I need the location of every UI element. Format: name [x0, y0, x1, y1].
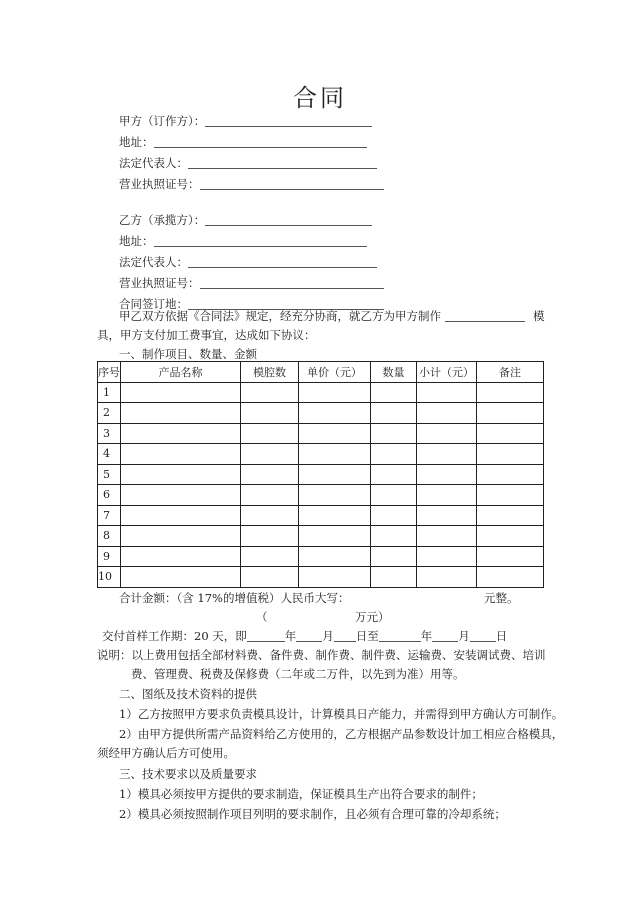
s2-item-2-line-2: 须经甲方确认后方可使用。 [97, 746, 235, 760]
note-line-1: 说明：以上费用包括全部材料费、备件费、制作费、制件费、运输费、安装调试费、培训 [97, 648, 546, 662]
table-cell[interactable] [477, 546, 544, 567]
table-cell[interactable] [477, 526, 544, 547]
start-day-blank[interactable] [334, 629, 356, 642]
party-b-license-field[interactable] [119, 275, 384, 291]
row-number: 3 [98, 423, 121, 444]
table-cell[interactable] [477, 444, 544, 465]
table-cell[interactable] [477, 567, 544, 588]
table-cell[interactable] [241, 464, 299, 485]
table-cell[interactable] [121, 526, 241, 547]
table-cell[interactable] [371, 505, 417, 526]
table-cell[interactable] [241, 423, 299, 444]
table-cell[interactable] [477, 382, 544, 403]
table-cell[interactable] [121, 403, 241, 424]
header-cell: 序号 [98, 362, 121, 383]
table-cell[interactable] [371, 546, 417, 567]
table-cell[interactable] [371, 464, 417, 485]
table-row [98, 403, 544, 424]
table-cell[interactable] [241, 444, 299, 465]
table-cell[interactable] [121, 505, 241, 526]
table-cell[interactable] [417, 526, 477, 547]
table-cell[interactable] [371, 485, 417, 506]
field-label: 合同签订地： [119, 297, 188, 311]
table-cell[interactable] [121, 464, 241, 485]
table-header-row [98, 362, 544, 383]
table-cell[interactable] [477, 485, 544, 506]
field-label: 地址： [119, 234, 154, 248]
table-cell[interactable] [241, 403, 299, 424]
s2-item-2-line-1: 2）由甲方提供所需产品资料给乙方使用的，乙方根据产品参数设计加工相应合格模具， [119, 727, 564, 741]
blank-line [154, 135, 367, 148]
table-cell[interactable] [477, 403, 544, 424]
s3-item-1: 1）模具必须按甲方提供的要求制造，保证模具生产出符合要求的制件； [119, 787, 483, 801]
header-cell: 小计（元） [417, 362, 477, 383]
table-cell[interactable] [417, 382, 477, 403]
table-cell[interactable] [371, 382, 417, 403]
table-cell[interactable] [299, 526, 371, 547]
table-cell[interactable] [299, 382, 371, 403]
table-cell[interactable] [241, 485, 299, 506]
items-table [97, 361, 544, 588]
table-cell[interactable] [121, 423, 241, 444]
table-cell[interactable] [121, 485, 241, 506]
field-label: 地址： [119, 135, 154, 149]
table-cell[interactable] [477, 464, 544, 485]
section-1-heading: 一、制作项目、数量、金额 [119, 347, 257, 361]
party-a-legal-rep-field[interactable] [119, 155, 377, 171]
blank-line [188, 255, 377, 268]
party-a-address-field[interactable] [119, 134, 367, 150]
table-cell[interactable] [371, 423, 417, 444]
table-cell[interactable] [417, 444, 477, 465]
table-row [98, 546, 544, 567]
row-number: 1 [98, 382, 121, 403]
blank-line [205, 213, 372, 226]
total-amount-suffix: 元整。 [484, 591, 519, 605]
table-row [98, 526, 544, 547]
field-label: 法定代表人： [119, 255, 188, 269]
header-cell: 产品名称 [121, 362, 241, 383]
table-cell[interactable] [477, 505, 544, 526]
header-cell: 模腔数 [241, 362, 299, 383]
section-3-heading: 三、技术要求以及质量要求 [119, 767, 257, 781]
row-number: 5 [98, 464, 121, 485]
table-cell[interactable] [299, 423, 371, 444]
table-cell[interactable] [417, 546, 477, 567]
table-cell[interactable] [299, 546, 371, 567]
section-2-heading: 二、图纸及技术资料的提供 [119, 687, 257, 701]
table-cell[interactable] [417, 423, 477, 444]
header-cell: 备注 [477, 362, 544, 383]
blank-line [154, 234, 367, 247]
note-line-2: 费、管理费、税费及保修费（二年或二万件，以先到为准）用等。 [131, 667, 465, 681]
total-amount-label: 合计金额：（含 17%的增值税）人民币大写： [119, 591, 350, 605]
table-cell[interactable] [417, 505, 477, 526]
blank-line [200, 177, 384, 190]
contract-title: 合同 [293, 84, 347, 112]
s2-item-1: 1）乙方按照甲方要求负责模具设计，计算模具日产能力，并需得到甲方确认方可制作。 [119, 707, 564, 721]
blank-line [188, 156, 377, 169]
total-paren-open: （ [256, 610, 268, 624]
table-cell[interactable] [417, 403, 477, 424]
table-cell[interactable] [121, 546, 241, 567]
table-cell[interactable] [241, 546, 299, 567]
row-number: 7 [98, 505, 121, 526]
table-cell[interactable] [241, 526, 299, 547]
table-cell[interactable] [121, 382, 241, 403]
table-row [98, 423, 544, 444]
row-number: 2 [98, 403, 121, 424]
table-cell[interactable] [371, 567, 417, 588]
table-cell[interactable] [121, 567, 241, 588]
blank-line [200, 276, 384, 289]
table-cell[interactable] [371, 526, 417, 547]
field-label: 法定代表人： [119, 156, 188, 170]
party-b-legal-rep-field[interactable] [119, 254, 377, 270]
row-number: 8 [98, 526, 121, 547]
table-cell[interactable] [299, 567, 371, 588]
table-cell[interactable] [299, 464, 371, 485]
table-cell[interactable] [241, 567, 299, 588]
party-a-name-field[interactable] [119, 113, 372, 129]
row-number: 9 [98, 546, 121, 567]
table-cell[interactable] [241, 505, 299, 526]
table-row [98, 485, 544, 506]
header-cell: 数量 [371, 362, 417, 383]
table-cell[interactable] [371, 444, 417, 465]
table-cell[interactable] [241, 382, 299, 403]
party-a-license-field[interactable] [119, 176, 384, 192]
end-month-blank[interactable] [432, 629, 458, 642]
table-cell[interactable] [299, 403, 371, 424]
row-number: 6 [98, 485, 121, 506]
row-number: 4 [98, 444, 121, 465]
table-row [98, 382, 544, 403]
mold-blank[interactable] [445, 309, 525, 322]
end-year-blank[interactable] [379, 629, 421, 642]
party-b-address-field[interactable] [119, 233, 367, 249]
header-cell: 单价（元） [299, 362, 371, 383]
s3-item-2: 2）模具必须按照制作项目列明的要求制作，且必须有合理可靠的冷却系统； [119, 807, 506, 821]
field-label: 甲方（订作方）： [119, 114, 206, 128]
delivery-period: 交付首样工作期：20 天，即 年 月 日至 年 月 日 [102, 629, 508, 643]
field-label: 乙方（承揽方）： [119, 213, 206, 227]
table-row [98, 505, 544, 526]
end-day-blank[interactable] [470, 629, 496, 642]
start-year-blank[interactable] [247, 629, 285, 642]
table-row [98, 464, 544, 485]
table-cell[interactable] [121, 444, 241, 465]
table-row [98, 444, 544, 465]
start-month-blank[interactable] [296, 629, 322, 642]
row-number: 10 [98, 567, 121, 588]
intro-line-2: 具，甲方支付加工费事宜，达成如下协议： [97, 328, 316, 342]
blank-line [205, 114, 372, 127]
table-cell[interactable] [477, 423, 544, 444]
table-cell[interactable] [417, 567, 477, 588]
table-cell[interactable] [299, 505, 371, 526]
table-cell[interactable] [299, 485, 371, 506]
table-cell[interactable] [417, 464, 477, 485]
field-label: 营业执照证号： [119, 177, 200, 191]
intro-line-1: 甲乙双方依据《合同法》规定，经充分协商，就乙方为甲方制作 模 [119, 309, 545, 323]
field-label: 营业执照证号： [119, 276, 200, 290]
party-b-name-field[interactable] [119, 212, 372, 228]
table-cell[interactable] [299, 444, 371, 465]
table-cell[interactable] [417, 485, 477, 506]
table-cell[interactable] [371, 403, 417, 424]
table-row [98, 567, 544, 588]
total-wanyuan: 万元） [355, 610, 390, 624]
